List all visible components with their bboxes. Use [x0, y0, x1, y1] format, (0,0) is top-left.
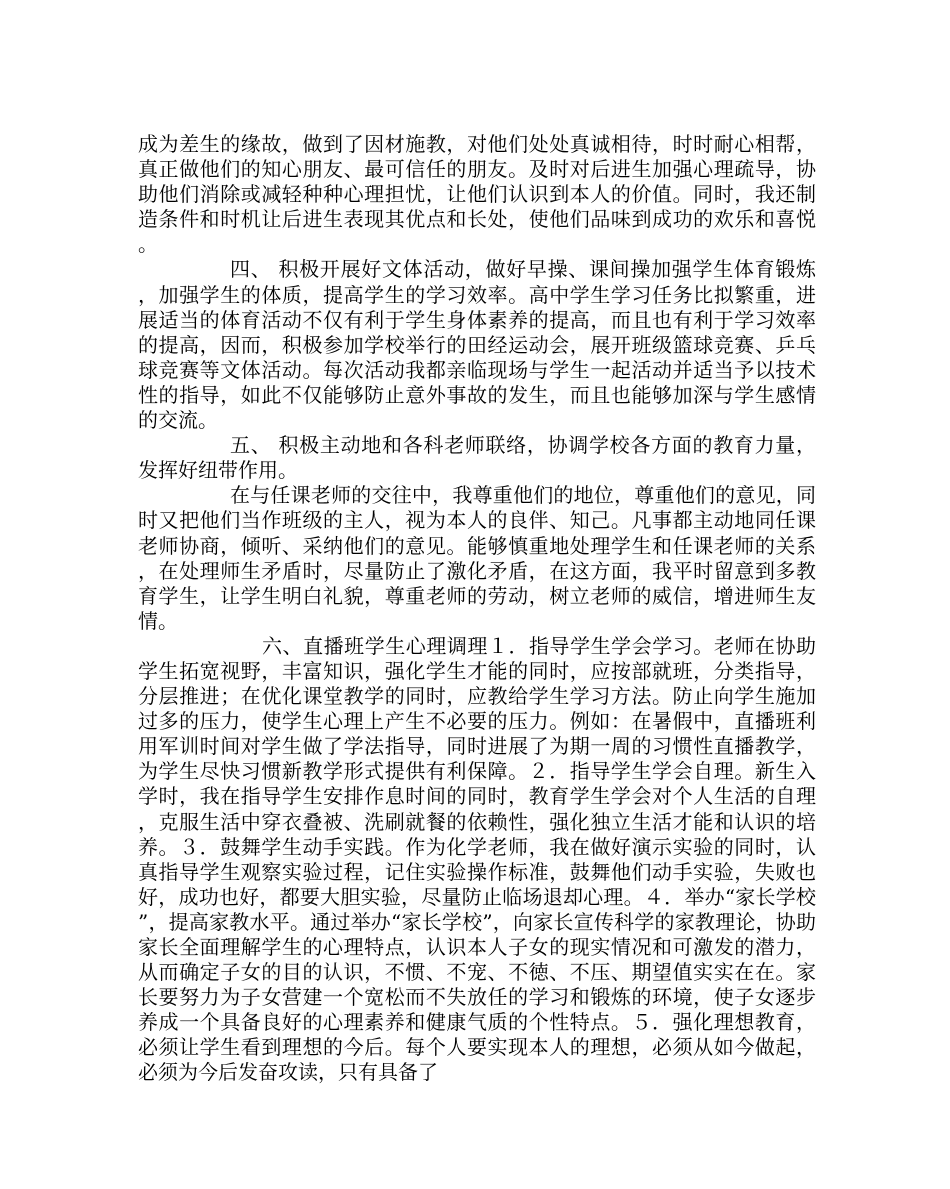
paragraph-1: 成为差生的缘故，做到了因材施教，对他们处处真诚相待，时时耐心相帮，真正做他们的知心朋友、最可信任的朋友。及时对后进生加强心理疏导，协助他们消除或减轻种种心理担忧，让他们认识到本人的价值。同时，我还制造条件和时机让后进生表现其优点和长处，使他们品味到成功的欢乐和喜悦。	[138, 132, 816, 257]
paragraph-teacher-relations: 在与任课老师的交往中，我尊重他们的地位，尊重他们的意见，同时又把他们当作班级的主人，视为本人的良伴、知己。凡事都主动地同任课老师协商，倾听、采纳他们的意见。能够慎重地处理学生和任课老师的关系，在处理师生矛盾时，尽量防止了激化矛盾，在这方面，我平时留意到多教育学生，让学生明白礼貌，尊重老师的劳动，树立老师的威信，增进师生友情。	[138, 483, 816, 633]
paragraph-section-six: 六、直播班学生心理调理１．指导学生学会学习。老师在协助学生拓宽视野，丰富知识，强化学生才能的同时，应按部就班，分类指导，分层推进；在优化课堂教学的同时，应教给学生学习方法。防止向学生施加过多的压力，使学生心理上产生不必要的压力。例如：在暑假中，直播班利用军训时间对学生做了学法指导，同时进展了为期一周的习惯性直播教学，为学生尽快习惯新教学形式提供有利保障。２．指导学生学会自理。新生入学时，我在指导学生安排作息时间的同时，教育学生学会对个人生活的自理，克服生活中穿衣叠被、洗刷就餐的依赖性，强化独立生活才能和认识的培养。３．鼓舞学生动手实践。作为化学老师，我在做好演示实验的同时，认真指导学生观察实验过程，记住实验操作标准，鼓舞他们动手实验，失败也好，成功也好，都要大胆实验，尽量防止临场退却心理。４．举办“家长学校”，提高家教水平。通过举办“家长学校”，向家长宣传科学的家教理论，协助家长全面理解学生的心理特点，认识本人子女的现实情况和可激发的潜力，从而确定子女的目的认识，不惯、不宠、不徳、不压、期望值实实在在。家长要努力为子女营建一个宽松而不失放任的学习和锻炼的环境，使子女逐步养成一个具备良好的心理素养和健康气质的个性特点。５．强化理想教育，必须让学生看到理想的今后。每个人要实现本人的理想，必须从如今做起，必须为今后发奋攻读，只有具备了	[138, 633, 816, 1085]
paragraph-section-five: 五、 积极主动地和各科老师联络，协调学校各方面的教育力量，发挥好纽带作用。	[138, 433, 816, 483]
document-body	[138, 132, 816, 1086]
paragraph-section-four: 四、 积极开展好文体活动，做好早操、课间操加强学生体育锻炼，加强学生的体质，提高学生的学习效率。高中学生学习任务比拟繁重，进展适当的体育活动不仅有利于学生身体素养的提高，而且也有利于学习效率的提高，因而，积极参加学校举行的田经运动会，展开班级篮球竞赛、乒乓球竞赛等文体活动。每次活动我都亲临现场与学生一起活动并适当予以技术性的指导，如此不仅能够防止意外事故的发生，而且也能够加深与学生感情的交流。	[138, 257, 816, 433]
